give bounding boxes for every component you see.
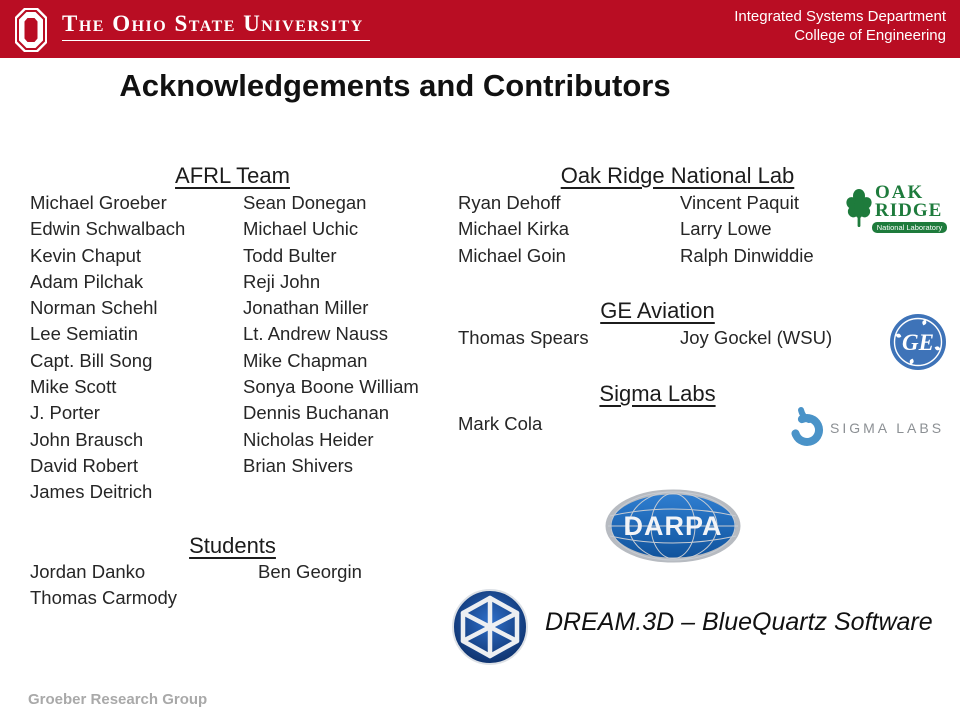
person-name: Michael Uchic: [243, 218, 359, 240]
person-name: Todd Bulter: [243, 244, 337, 266]
department-line-1: Integrated Systems Department: [734, 8, 946, 25]
person-name: Capt. Bill Song: [30, 349, 153, 371]
sigma-labs-logo: [788, 406, 945, 448]
sigma-labs-wordmark: SIGMA LABS: [830, 420, 945, 436]
ornl-names-column-1: [458, 190, 569, 269]
person-name: Joy Gockel (WSU): [680, 327, 833, 348]
heading-oak-ridge: Oak Ridge National Lab: [560, 163, 795, 188]
person-name: J. Porter: [30, 402, 100, 424]
ge-monogram: GE: [902, 330, 934, 355]
person-name: Kevin Chaput: [30, 244, 142, 266]
page-title: Acknowledgements and Contributors: [119, 68, 671, 103]
person-name: Norman Schehl: [30, 297, 158, 319]
ge-names-column-1: [458, 325, 589, 351]
darpa-wordmark: DARPA: [623, 511, 723, 541]
person-name: Michael Goin: [458, 244, 566, 266]
person-name: Lee Semiatin: [30, 323, 138, 345]
person-name: James Deitrich: [30, 481, 153, 503]
darpa-logo: [605, 489, 741, 563]
oak-ridge-logo-line2: RIDGE: [875, 200, 943, 221]
oak-ridge-logo: [845, 184, 947, 238]
person-name: Mark Cola: [458, 413, 543, 434]
osu-wordmark: The Ohio State University: [62, 12, 370, 41]
sigma-names-column-1: [458, 411, 542, 437]
person-name: Sean Donegan: [243, 192, 367, 213]
person-name: Michael Kirka: [458, 218, 570, 240]
heading-students: Students: [189, 533, 276, 558]
afrl-names-column-1: [30, 190, 185, 506]
person-name: Thomas Carmody: [30, 587, 178, 609]
person-name: Dennis Buchanan: [243, 402, 390, 424]
sigma-swirl-icon: [788, 406, 824, 448]
ge-logo: [889, 313, 947, 371]
person-name: Nicholas Heider: [243, 428, 374, 450]
person-name: John Brausch: [30, 428, 144, 450]
person-name: Mike Scott: [30, 376, 117, 398]
oak-leaf-icon: [845, 188, 873, 228]
afrl-names-column-2: [243, 190, 419, 479]
person-name: Adam Pilchak: [30, 270, 144, 292]
ge-names-column-2: [680, 325, 832, 351]
ornl-names-column-2: [680, 190, 814, 269]
person-name: Vincent Paquit: [680, 192, 799, 213]
person-name: Sonya Boone William: [243, 376, 419, 398]
person-name: Jonathan Miller: [243, 297, 369, 319]
students-names-column-1: [30, 559, 177, 612]
person-name: Michael Groeber: [30, 192, 167, 213]
person-name: Mike Chapman: [243, 349, 368, 371]
person-name: Brian Shivers: [243, 454, 354, 476]
person-name: Ralph Dinwiddie: [680, 244, 814, 266]
heading-sigma-labs: Sigma Labs: [599, 381, 716, 406]
osu-block-o-logo: [13, 6, 49, 54]
person-name: Ryan Dehoff: [458, 192, 561, 213]
person-name: Edwin Schwalbach: [30, 218, 186, 240]
person-name: David Robert: [30, 454, 138, 476]
dream3d-logo: [451, 588, 529, 666]
students-names-column-2: [258, 559, 362, 585]
header-bar: [0, 0, 960, 58]
person-name: Reji John: [243, 270, 321, 292]
department-lines: [734, 7, 946, 45]
heading-ge-aviation: GE Aviation: [600, 298, 715, 323]
dream3d-label: DREAM.3D – BlueQuartz Software: [545, 608, 933, 636]
person-name: Lt. Andrew Nauss: [243, 323, 388, 345]
oak-ridge-logo-subtitle: National Laboratory: [872, 222, 947, 233]
footer-research-group: Groeber Research Group: [28, 691, 208, 708]
oak-ridge-logo-line1: OAK: [875, 182, 925, 203]
person-name: Jordan Danko: [30, 561, 146, 582]
person-name: Larry Lowe: [680, 218, 772, 240]
person-name: Thomas Spears: [458, 327, 589, 348]
person-name: Ben Georgin: [258, 561, 362, 582]
department-line-2: College of Engineering: [794, 27, 946, 44]
heading-afrl-team: AFRL Team: [175, 163, 290, 188]
